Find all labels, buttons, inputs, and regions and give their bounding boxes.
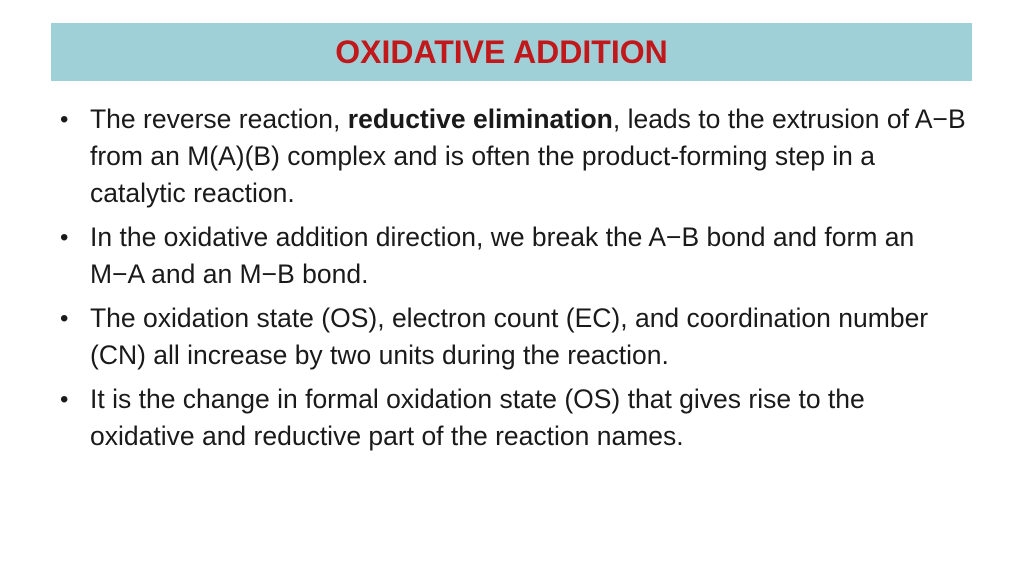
bullet-text: The oxidation state (OS), electron count (EC), and coordination number (CN) all increase by two units during the reaction. [90,303,929,370]
bullet-text-post: , leads to the extrusion of A−B from an M(A)(B) complex and is often the product-forming step in a catalytic reaction. [90,104,966,208]
bullet-icon: • [60,386,69,413]
bullet-text-bold: reductive elimination [347,104,613,134]
bullet-text-pre: The reverse reaction, [90,104,348,134]
bullet-text: It is the change in formal oxidation state (OS) that gives rise to the oxidative and reductive part of the reaction names. [90,384,865,451]
bullet-icon: • [60,224,69,251]
bullet-item [60,101,970,212]
bullet-item [60,219,970,293]
bullet-text: In the oxidative addition direction, we break the A−B bond and form an M−A and an M−B bond. [90,222,915,289]
bullet-list [60,101,970,462]
bullet-icon: • [60,305,69,332]
bullet-item [60,300,970,374]
bullet-icon: • [60,106,69,133]
title-bar [51,23,972,81]
slide-title: OXIDATIVE ADDITION [335,33,668,70]
bullet-item [60,381,970,455]
